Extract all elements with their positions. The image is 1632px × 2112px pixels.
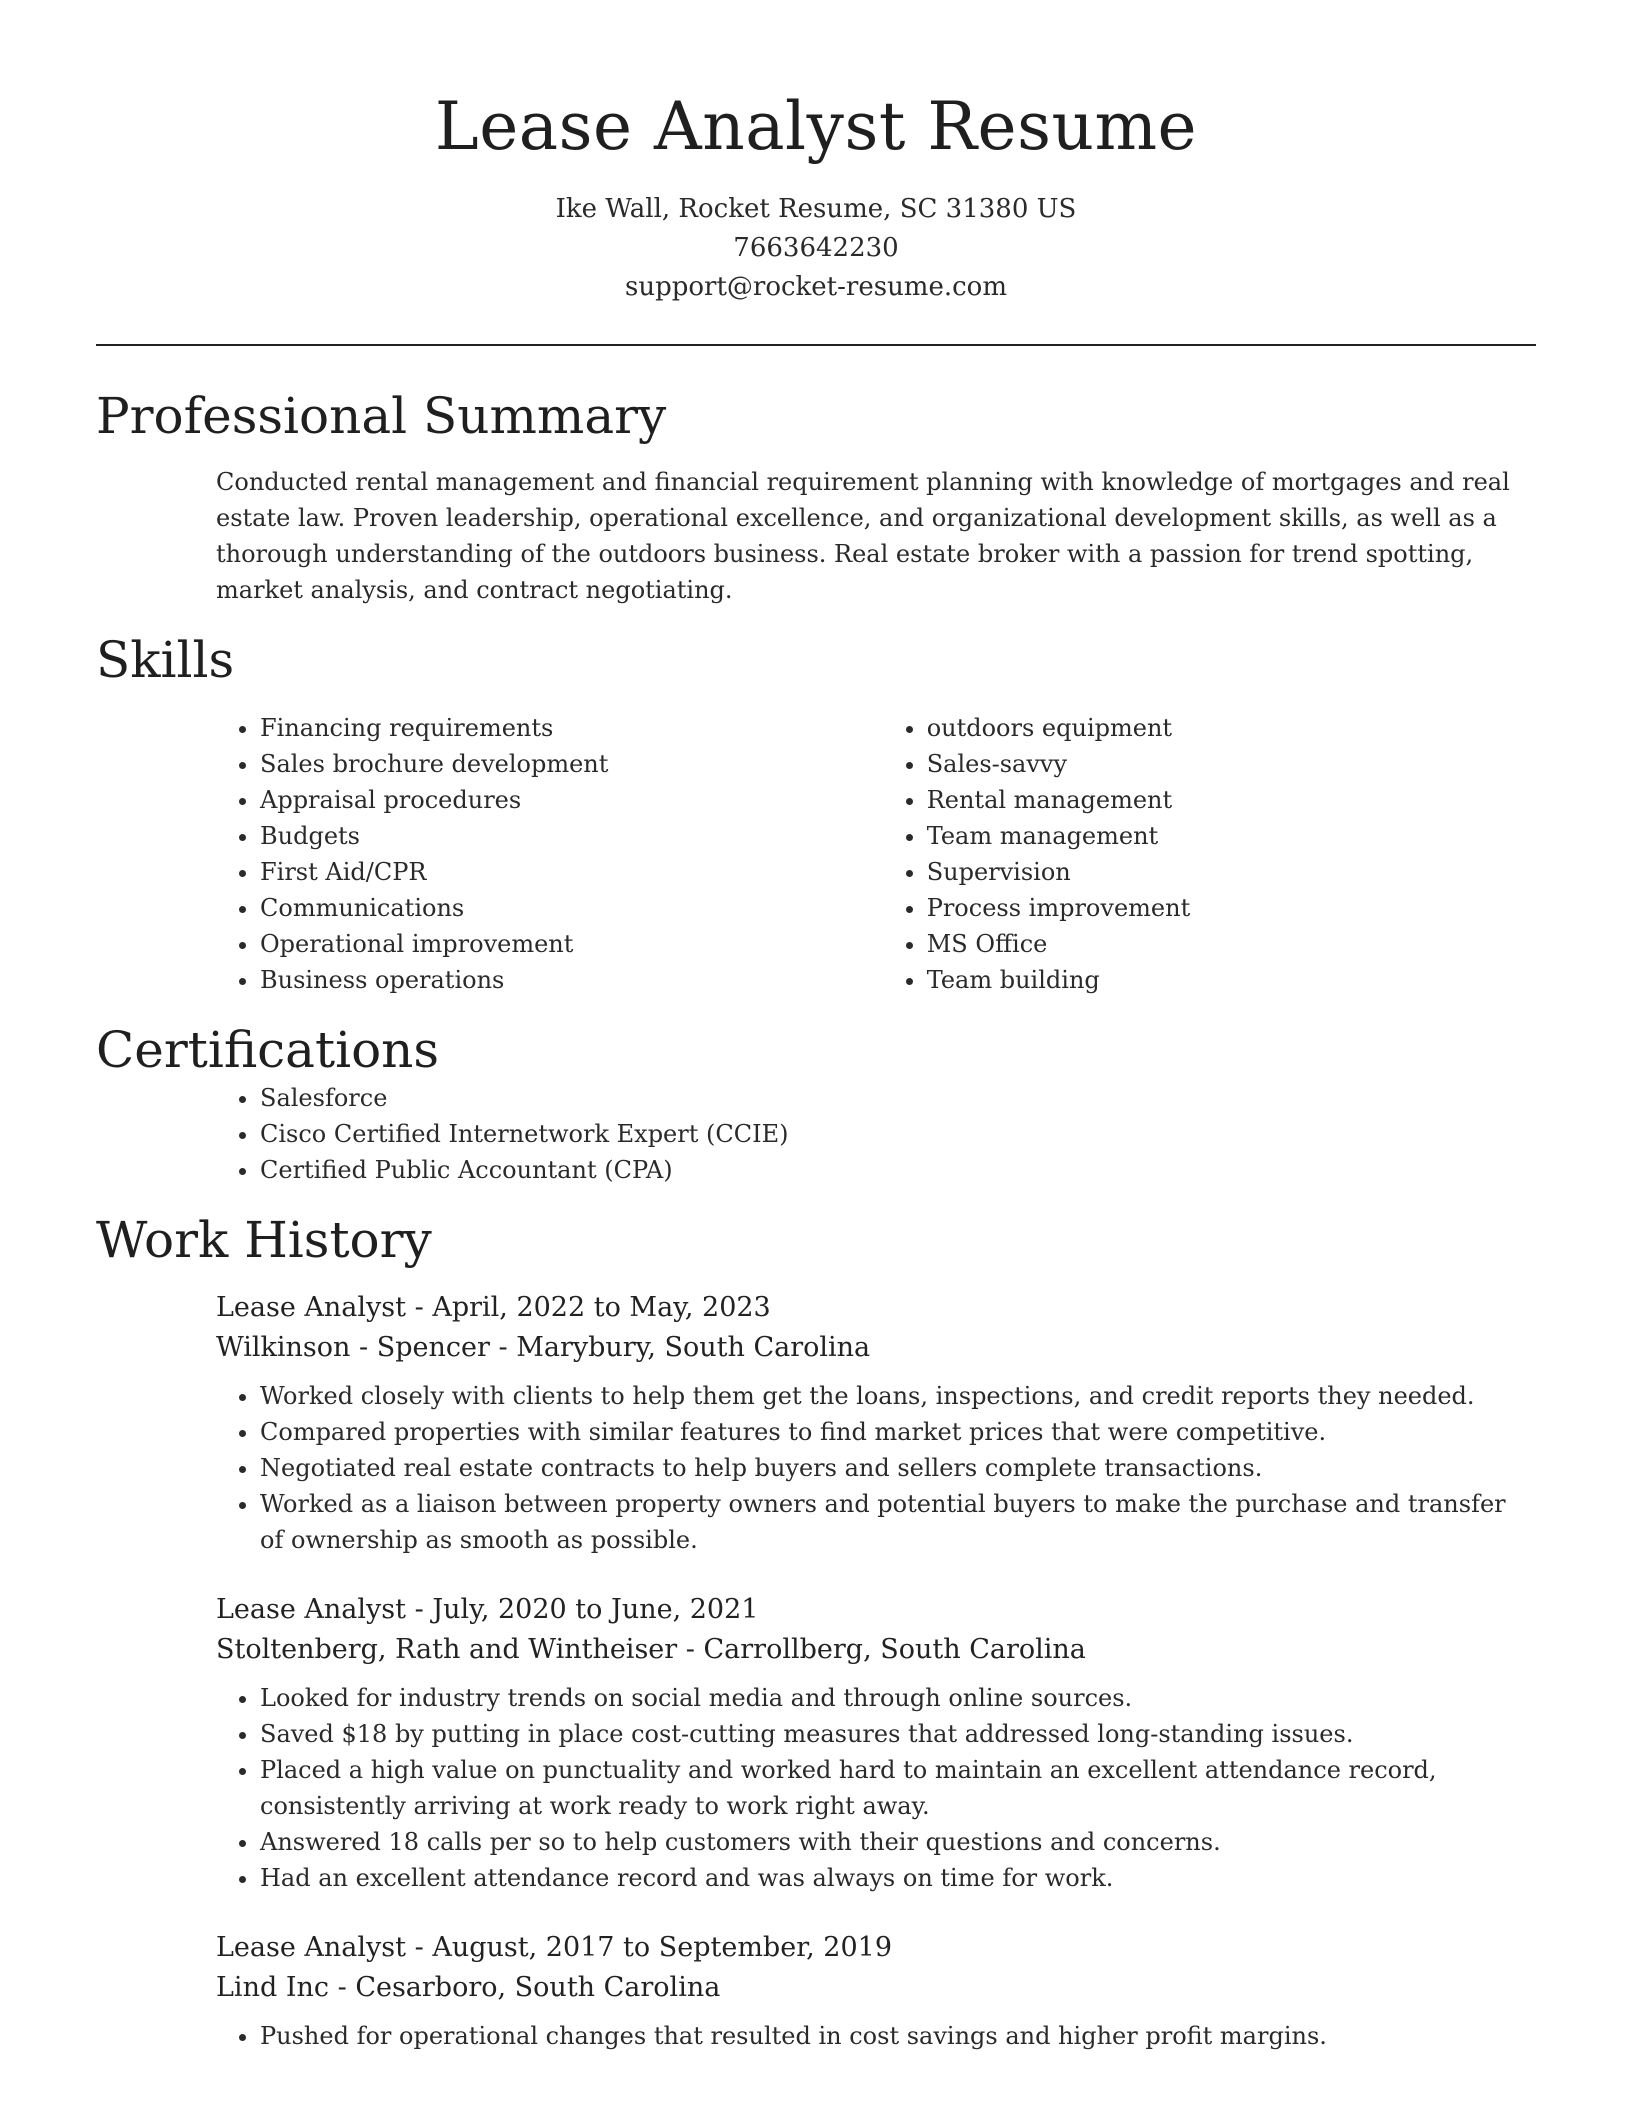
skill-item: • Sales brochure development — [260, 746, 893, 782]
job-dates: July, 2020 to June, 2021 — [432, 1594, 759, 1625]
job-company-line — [216, 1968, 1536, 2008]
skill-item: • outdoors equipment — [927, 710, 1536, 746]
job-company-line — [216, 1328, 1536, 1368]
contact-block — [96, 190, 1536, 307]
skill-item: • Financing requirements — [260, 710, 893, 746]
job-bullet: • Worked closely with clients to help them get the loans, inspections, and credit reports they needed. — [260, 1378, 1536, 1414]
skills-column-2 — [893, 710, 1536, 998]
job-location: Carrollberg, South Carolina — [703, 1634, 1086, 1665]
job-company: Lind Inc — [216, 1972, 329, 2003]
skills-column-1 — [96, 710, 893, 998]
skills-heading: Skills — [96, 631, 235, 689]
skill-item: • Team management — [927, 818, 1536, 854]
certification-item: • Certified Public Accountant (CPA) — [260, 1152, 1536, 1188]
job-separator: - — [685, 1634, 704, 1665]
job-separator: - — [337, 1972, 356, 2003]
skills-columns — [96, 710, 1536, 998]
certifications-section — [96, 1020, 1536, 1188]
summary-text: Conducted rental management and financial requirement planning with knowledge of mortgages and real estate law. Proven leadership, operational excellence, and organizational development skills, as well as a thorough understanding of the outdoors business. Real estate broker with a passion for trend spotting, market analysis, and contract negotiating. — [216, 468, 1510, 604]
contact-phone: 7663642230 — [733, 233, 899, 263]
job-bullet: • Looked for industry trends on social media and through online sources. — [260, 1680, 1536, 1716]
skill-item: • Sales-savvy — [927, 746, 1536, 782]
job-title-line — [216, 1590, 1536, 1630]
job-bullet: • Negotiated real estate contracts to help buyers and sellers complete transactions. — [260, 1450, 1536, 1486]
job-title: Lease Analyst — [216, 1932, 407, 1963]
job-dates: August, 2017 to September, 2019 — [432, 1932, 893, 1963]
certification-item: • Salesforce — [260, 1080, 1536, 1116]
work-history-heading: Work History — [96, 1211, 432, 1269]
job-title: Lease Analyst — [216, 1594, 407, 1625]
job-bullets — [216, 1680, 1536, 1896]
job-entry — [216, 1928, 1536, 2054]
contact-email: support@rocket-resume.com — [624, 272, 1007, 302]
job-bullet: • Worked as a liaison between property owners and potential buyers to make the purchase and transfer of ownership as smooth as possible. — [260, 1486, 1536, 1558]
job-company: Wilkinson - Spencer — [216, 1332, 490, 1363]
summary-section — [96, 386, 1536, 608]
job-entry — [216, 1590, 1536, 1896]
job-separator: - — [414, 1292, 433, 1323]
skill-item: • Budgets — [260, 818, 893, 854]
job-bullet: • Placed a high value on punctuality and worked hard to maintain an excellent attendance record, consistently arriving at work ready to work right away. — [260, 1752, 1536, 1824]
certification-item: • Cisco Certified Internetwork Expert (CCIE) — [260, 1116, 1536, 1152]
job-separator: - — [414, 1932, 433, 1963]
job-bullets — [216, 1378, 1536, 1558]
job-location: Marybury, South Carolina — [516, 1332, 871, 1363]
certifications-list — [96, 1080, 1536, 1188]
job-bullets — [216, 2018, 1536, 2054]
header-divider — [96, 344, 1536, 346]
job-location: Cesarboro, South Carolina — [355, 1972, 721, 2003]
job-bullet: • Had an excellent attendance record and was always on time for work. — [260, 1860, 1536, 1896]
job-title-line — [216, 1928, 1536, 1968]
job-separator: - — [414, 1594, 433, 1625]
job-bullet: • Answered 18 calls per so to help customers with their questions and concerns. — [260, 1824, 1536, 1860]
skill-item: • MS Office — [927, 926, 1536, 962]
job-company: Stoltenberg, Rath and Wintheiser — [216, 1634, 678, 1665]
job-entry — [216, 1288, 1536, 1558]
skill-item: • Team building — [927, 962, 1536, 998]
job-separator: - — [498, 1332, 517, 1363]
skill-item: • Supervision — [927, 854, 1536, 890]
skill-item: • First Aid/CPR — [260, 854, 893, 890]
job-bullet: • Saved $18 by putting in place cost-cutting measures that addressed long-standing issues. — [260, 1716, 1536, 1752]
skill-item: • Business operations — [260, 962, 893, 998]
skills-section — [96, 630, 1536, 998]
job-bullet: • Pushed for operational changes that resulted in cost savings and higher profit margins. — [260, 2018, 1536, 2054]
skill-item: • Communications — [260, 890, 893, 926]
contact-address: Ike Wall, Rocket Resume, SC 31380 US — [555, 194, 1077, 224]
skill-item: • Operational improvement — [260, 926, 893, 962]
skill-item: • Process improvement — [927, 890, 1536, 926]
summary-heading: Professional Summary — [96, 387, 667, 445]
resume-page — [96, 0, 1536, 2054]
job-company-line — [216, 1630, 1536, 1670]
resume-title: Lease Analyst Resume — [434, 88, 1198, 165]
job-title: Lease Analyst — [216, 1292, 407, 1323]
job-dates: April, 2022 to May, 2023 — [432, 1292, 771, 1323]
job-title-line — [216, 1288, 1536, 1328]
skill-item: • Appraisal procedures — [260, 782, 893, 818]
job-bullet: • Compared properties with similar features to find market prices that were competitive. — [260, 1414, 1536, 1450]
work-history-section — [96, 1210, 1536, 2054]
skill-item: • Rental management — [927, 782, 1536, 818]
certifications-heading: Certifications — [96, 1021, 440, 1079]
